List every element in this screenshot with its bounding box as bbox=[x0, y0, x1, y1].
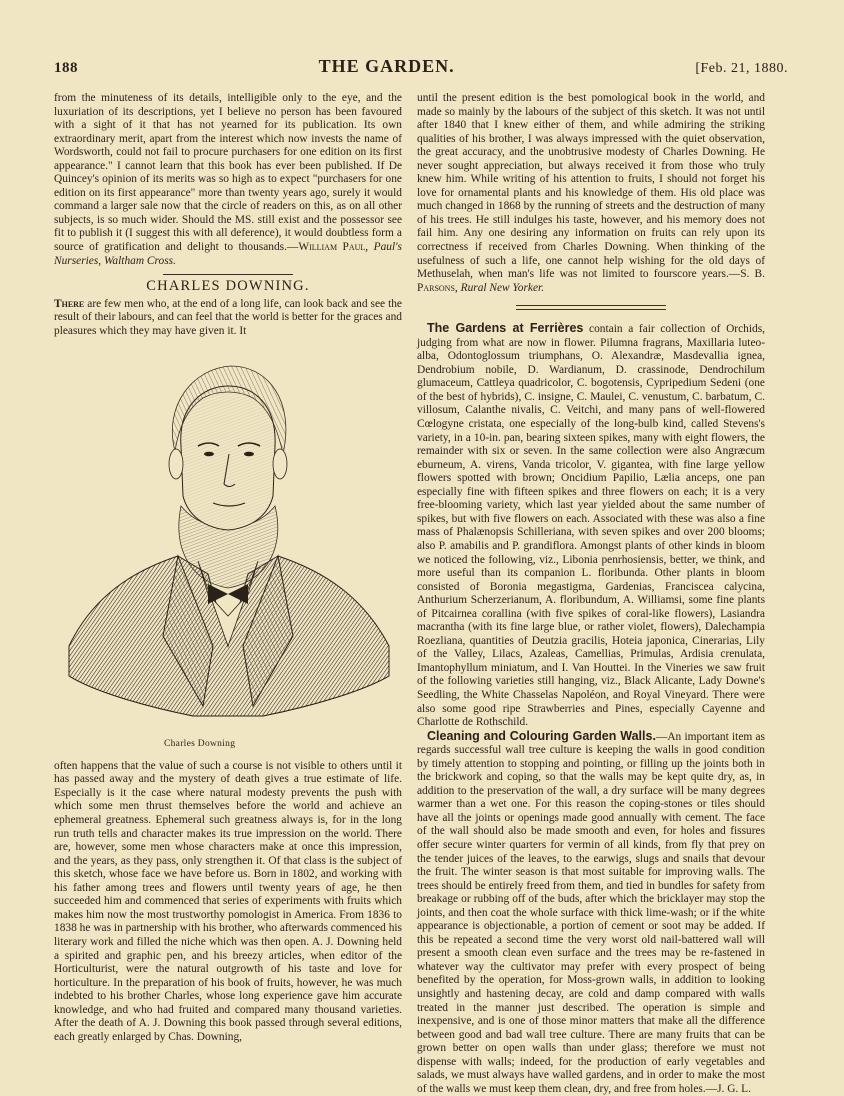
continued-text: from the minuteness of its details, intelligible only to the eye, and the luxuriation of its descriptions, yet I believe no person has been favoured with a sight of it that has not yearned for its publication. Its own extraordinary merit, apart from the interest which now invests the name of Wordsworth, could not fail to procure purchasers for one edition on its first appearance." I cannot learn that this book has ever been published. If De Quincey's opinion of its merits was so high as to expect "purchasers for one edition on its first appearance" more than twenty years ago, surely it would command a larger sale now that the circle of readers on this, as on all other subjects, is so much wider. Should the MS. still exist and the possessor see fit to publish it (I suggest this with all deference), it would doubtless form a source of gratification and delight to thousands.— bbox=[54, 92, 402, 254]
walls-heading: Cleaning and Colouring Garden Walls. bbox=[427, 728, 656, 743]
portrait-figure bbox=[54, 346, 402, 752]
source-rural-new-yorker: Rural New Yorker. bbox=[460, 281, 545, 294]
walls-paragraph bbox=[417, 730, 765, 1096]
source-paul: Paul's Nurseries, Waltham Cross. bbox=[54, 241, 402, 267]
figure-caption: Charles Downing bbox=[164, 739, 236, 750]
body-paragraph: often happens that the value of such a course is not visible to others until it has passed away and the mystery of death gives a true estimate of life. Especially is it the case where natural modesty prevents the push with which some men thrust themselves before the world and achieve an ephemeral greatness. Ephemeral such greatness always is, for in the long run truth tells and character makes its true impression on the world. There are, however, some men whose characters make at once this impression, and the years, as they pass, only strengthen it. Of that class is the subject of this sketch, whose face we have before us. Born in 1802, and working with his father among trees and flowers until twenty years of age, he then succeeded him and commenced that series of experiments with fruits which makes him now the most trustworthy pomologist in America. From 1836 to 1838 he was in partnership with his brother, who afterwards commenced his literary work and filled the niche which was then open. A. J. Downing held a spirited and graphic pen, and his breezy articles, when editor of the Horticulturist, were the natural outgrowth of his taste and love for horticulture. In the preparation of his book of fruits, however, he was much indebted to his brother Charles, whose long experience gave him accurate knowledge, and who had fruited and compared many thousand varieties. After the death of A. J. Downing this book passed through several editions, each greatly enlarged by Chas. Downing, bbox=[54, 759, 402, 1043]
right-column bbox=[417, 92, 765, 1096]
downing-continued-paragraph bbox=[417, 92, 765, 295]
intro-text: are few men who, at the end of a long life, can look back and see the result of their labours, and can feel that the world is better for the graces and pleasures which they may have given it. It bbox=[54, 297, 402, 337]
ferrieres-heading: The Gardens at Ferrières bbox=[427, 321, 584, 336]
continued-paragraph bbox=[54, 92, 402, 268]
ferrieres-paragraph bbox=[417, 322, 765, 729]
left-column bbox=[54, 92, 402, 1044]
running-head bbox=[54, 56, 788, 82]
section-divider bbox=[163, 274, 293, 275]
downing-continued-text: until the present edition is the best pomological book in the world, and made so mainly by the labours of the subject of this sketch. It was not until after 1840 that I knew either of them, and while admiring the striking qualities of his brother, I was always impressed with the quiet observation, the great accuracy, and the unobtrusive modesty of Charles Downing. He never sought appreciation, but always received it from those who truly knew him. While writing of his attention to fruits, I should not forget his love for ornamental plants and his knowledge of them. His old place was much changed in 1868 by the running of streets and the destruction of many of his trees. He still indulges his taste, however, and his memory does not fail him. Any one desiring any information on fruits can rely upon its correctness if received from Charles Downing. When thinking of the usefulness of such a life, one cannot help wishing for the old days of Methuselah, when man's life was not limited to fourscore years.— bbox=[417, 92, 765, 281]
walls-text: —An important item as regards successful wall tree culture is keeping the walls in good condition by timely attention to stopping and pointing, or filling up the joints both in the brickwork and coping, so that the walls may be kept quite dry, as, in addition to the preservation of the wall, a dry surface will be many degrees warmer than a wet one. For this reason the coping-stones or tiles should have all the joints or openings made good annually with cement. The face of the wall should also be made smooth and even, for holes and fissures offer secure winter quarters for vermin of all kinds, from fly that prey on the tender juices of the leaves, to the earwigs, slugs and snails that devour the fruit. The winter season is that most suitable for improving walls. The trees should be entirely freed from them, and tied in bundles for safety from breakage or rubbing off of the buds, after which the bricklayer may stop the joints, and then coat the whole surface with thick lime-wash; or if the white appearance is objectionable, a portion of cement or soot may be added. If this be repeated a second time the very worst old nail-battered wall will present a smooth clean even surface and the trees may be re-fastened in whatever way the cultivator may prefer with every prospect of being benefited by the operation, for Moss-grown walls, in addition to looking unsightly and hastening decay, are cold and damp compared with walls treated in the manner just described. The operation is simple and inexpensive, and is one of those minor matters that make all the difference between good and bad wall tree culture. There are many fruits that can be grown better on open walls than under glass; therefore we must not dispense with walls; indeed, for the production of early vegetables and salads, we must always have walled gardens, and in order to make the most of the walls we must keep them clean, dry, and free from holes.—J. G. L. bbox=[417, 730, 765, 1095]
page-number: 188 bbox=[54, 60, 78, 76]
journal-title: THE GARDEN. bbox=[318, 56, 455, 76]
charles-downing-portrait-engraving bbox=[63, 346, 393, 736]
intro-paragraph bbox=[54, 298, 402, 339]
ferrieres-text: contain a fair collection of Orchids, judging from what are now in flower. Pilumna fragrans, Maxillaria luteo-alba, Odontoglossum triumphans, O. Alexandræ, Masdevallia ignea, Dendrobium nobile, D. Wardianum, D. crassinode, Dendrochilum glumaceum, Cattleya quadricolor, C. bogotensis, Cypripedium Sedeni (one of the best of hybrids), C. insigne, C. Maulei, C. venustum, C. barbatum, C. villosum, Calanthe nivalis, C. Veitchi, and many pans of well-flowered Cœlogyne cristata, one especially of the long-bulb kind, called Stevens's variety, in a 10-in. pan, bearing sixteen spikes, many with eight flowers, the remainder with six or seven. In the same collection were also Angræcum eburneum, A. virens, Vanda tricolor, V. gigantea, with fine large yellow flowers spotted with brown; Oncidium Papilio, Lælia anceps, one pan especially fine with fifteen spikes and three flowers on each; it is a very free-blooming variety, which last year yielded about the same number of spikes, but with five flowers on each. Associated with these was also a fine mass of Phalænopsis Schilleriana, with seven spikes and over 200 blooms; also P. amabilis and P. grandiflora. Amongst plants of other kinds in bloom we noticed the following, viz., Libonia penrhosiensis, better, we think, and more useful than its companion L. floribunda. Other plants in bloom consisted of Boronia megastigma, Gardenias, Franciscea calycina, Anthurium Scherzerianum, A. floribundum, A. Williamsi, some fine plants of Pitcairnea corallina (with five spikes of coral-like flowers), Lasiandra macrantha (with its fine large blue, or rather violet, flowers), Dalechampia Roezliana, quantities of Deutzia gracilis, Hoteia japonica, Cinerarias, Lily of the Valley, Lilacs, Azaleas, Camellias, Primulas, Ardisia crenulata, Imantophyllum miniatum, and I. Van Houttei. In the Vineries we saw fruit of the following varieties still hanging, viz., Black Alicante, Lady Downe's Seedling, the White Chasselas Napoléon, and Royal Vineyard. There were also some good ripe Strawberries and Pines, especially Cayenne and Charlotte de Rothschild. bbox=[417, 323, 765, 729]
author-signature-parsons: S. B. Parsons, bbox=[417, 268, 765, 294]
article-divider bbox=[516, 305, 666, 310]
intro-lead-word: There bbox=[54, 297, 85, 310]
issue-date: [Feb. 21, 1880. bbox=[695, 61, 788, 76]
author-signature-paul: William Paul, bbox=[298, 241, 369, 254]
article-title-charles-downing: CHARLES DOWNING. bbox=[146, 278, 310, 295]
